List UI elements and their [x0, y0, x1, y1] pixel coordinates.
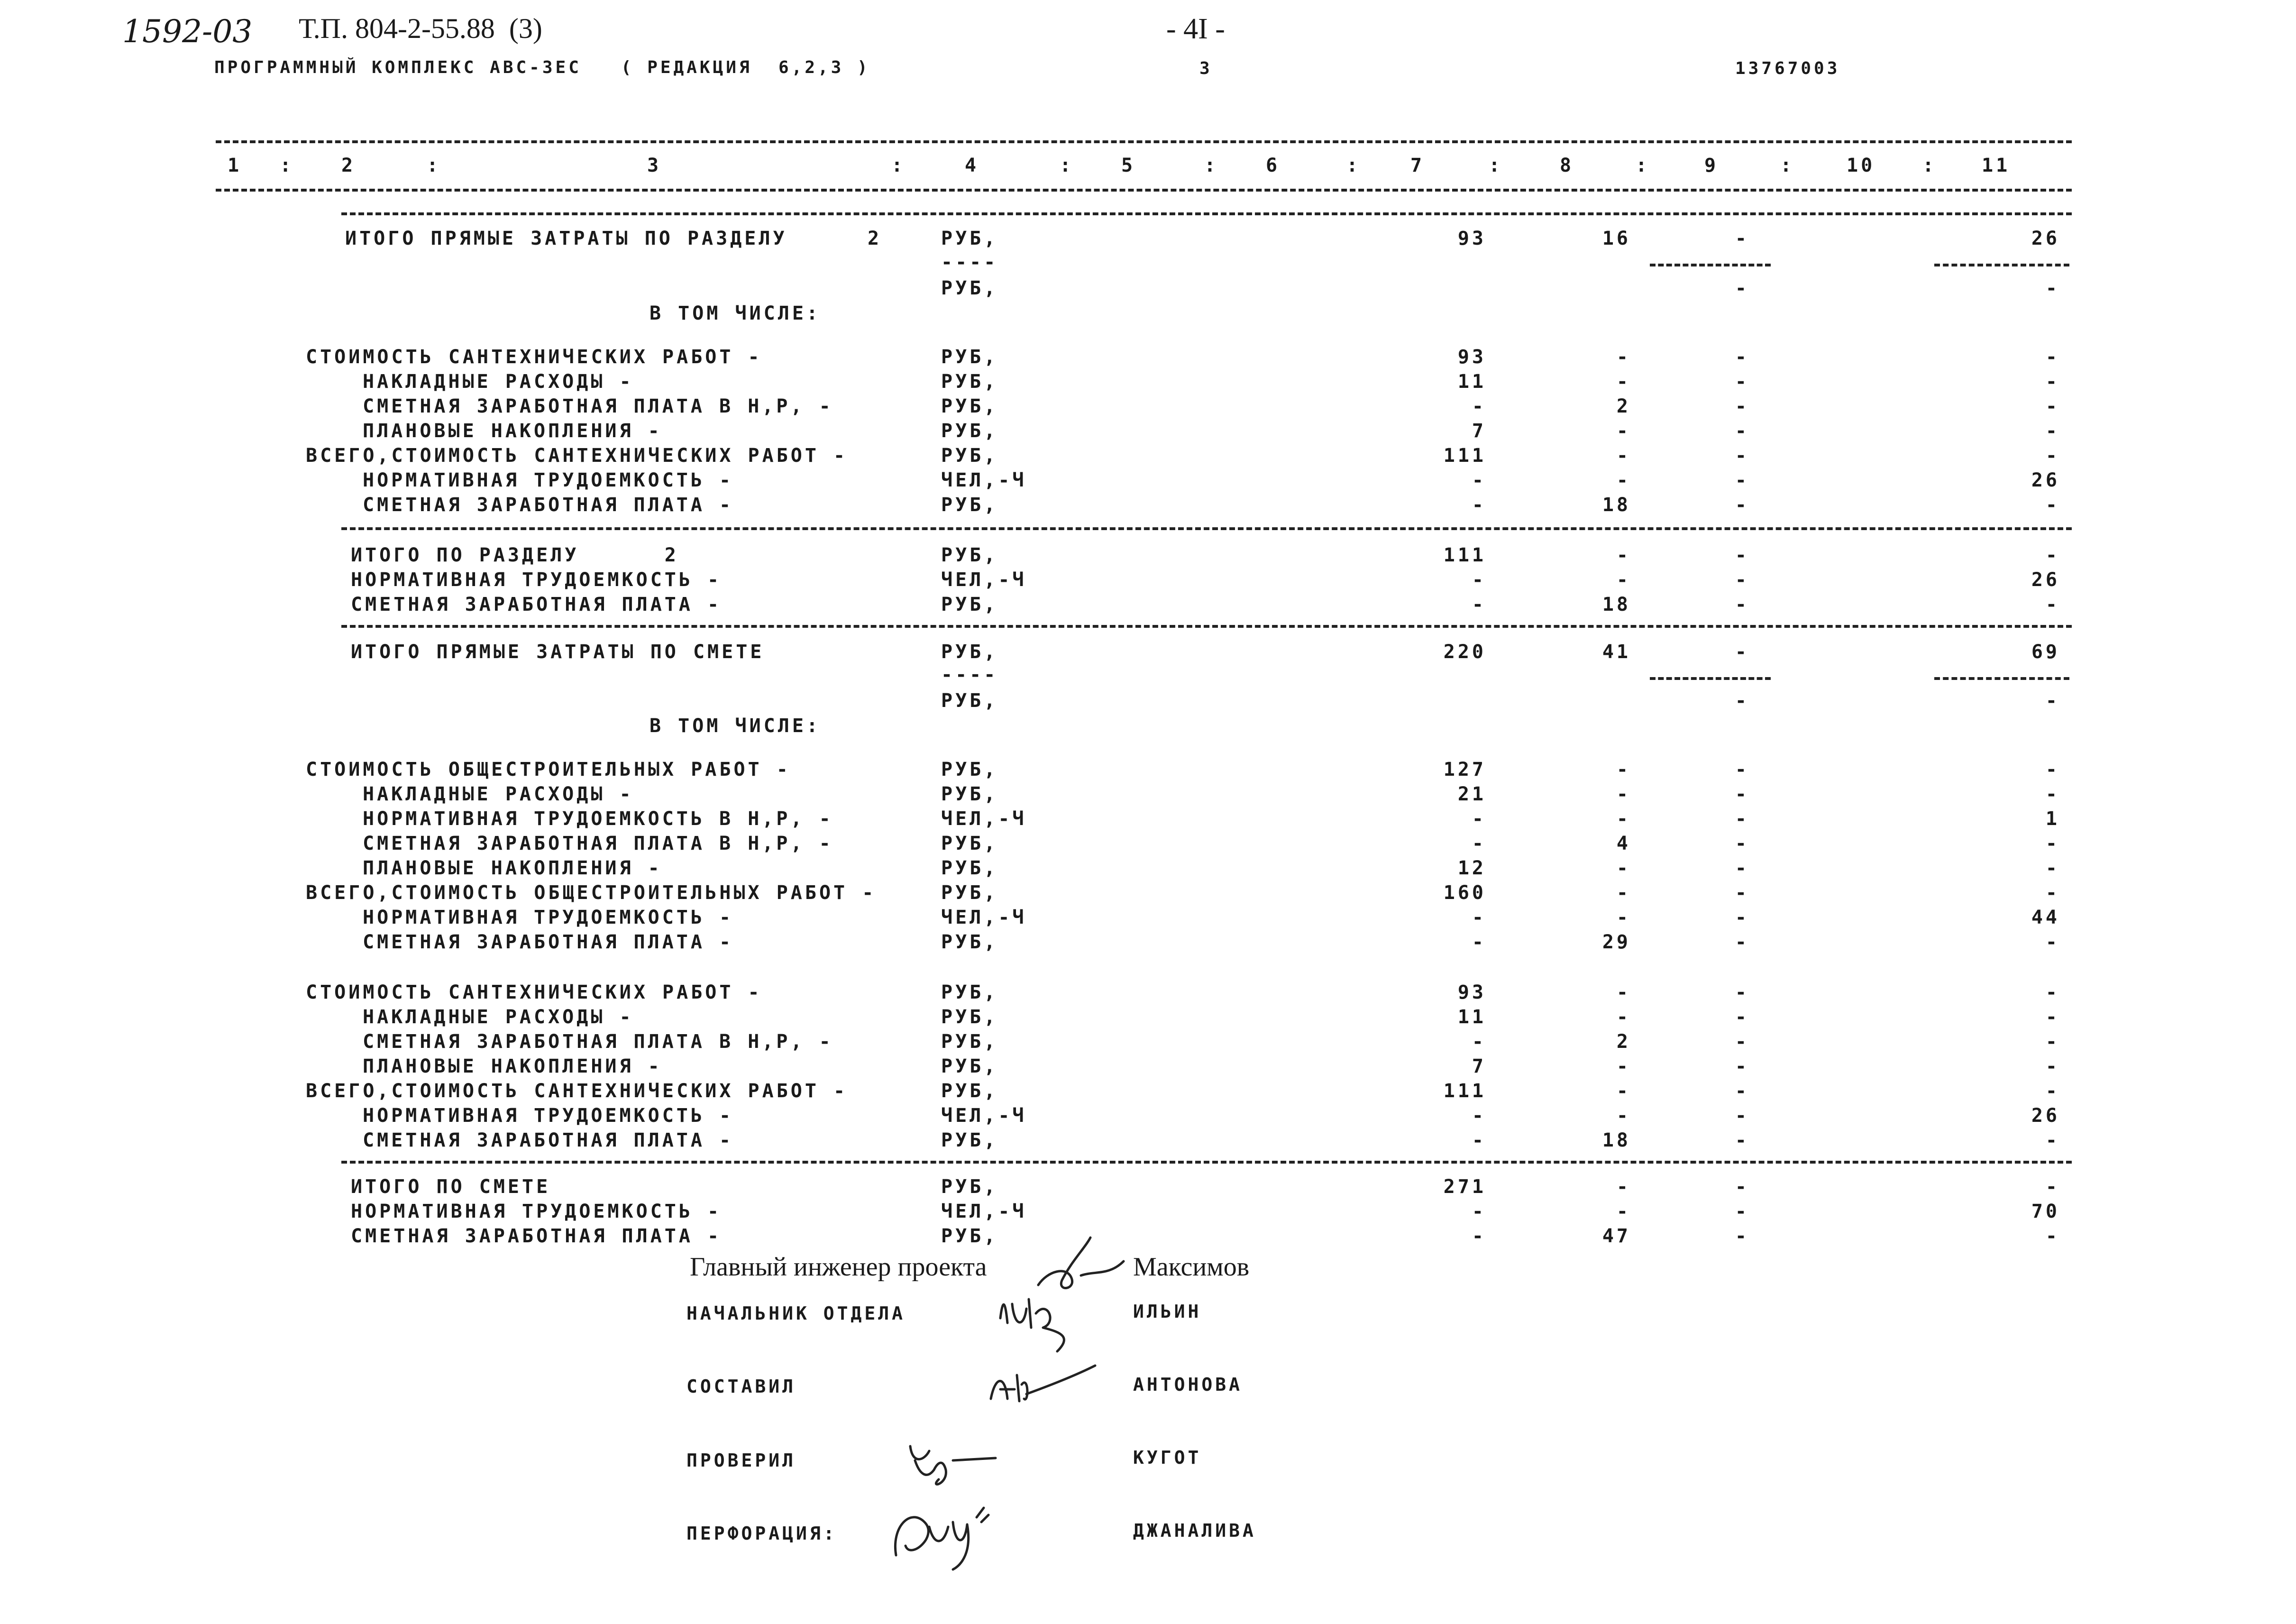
cell-column-8: -	[1616, 982, 1631, 1003]
cell-column-9: -	[1735, 1201, 1749, 1222]
row-label: ИТОГО ПО СМЕТЕ	[351, 1176, 551, 1198]
cell-column-9: -	[1735, 371, 1749, 393]
cell-column-9: -	[1735, 469, 1749, 491]
row-label: СМЕТНАЯ ЗАРАБОТНАЯ ПЛАТА -	[351, 1225, 722, 1247]
cell-column-11: 26	[2031, 569, 2060, 591]
cell-column-11: -	[2045, 1031, 2060, 1053]
cell-column-11: -	[2045, 1006, 2060, 1028]
department-head-name: ИЛЬИН	[1133, 1301, 1202, 1322]
column-number-1: 1	[228, 155, 242, 176]
checked-by-label: ПРОВЕРИЛ	[686, 1450, 796, 1471]
cell-column-9: -	[1735, 982, 1749, 1003]
estimate-direct-costs-unit2: РУБ,	[941, 690, 998, 712]
row-unit: РУБ,	[941, 759, 998, 780]
estimate-dash-col9	[1650, 677, 1771, 680]
section-total-rule	[341, 527, 2072, 530]
cell-column-8: -	[1616, 1055, 1631, 1077]
cell-column-9: -	[1735, 931, 1749, 953]
cell-column-11: -	[2045, 1176, 2060, 1198]
row-unit: РУБ,	[941, 982, 998, 1003]
section-direct-c11b: -	[2045, 277, 2060, 299]
cell-column-11: -	[2045, 1080, 2060, 1102]
row-unit: РУБ,	[941, 1031, 998, 1053]
cell-column-8: 18	[1602, 1129, 1631, 1151]
estimate-direct-c7: 220	[1443, 641, 1486, 663]
estimate-direct-c8: 41	[1602, 641, 1631, 663]
cell-column-9: -	[1735, 594, 1749, 615]
row-unit: РУБ,	[941, 833, 998, 854]
cell-column-11: -	[2045, 544, 2060, 566]
final-total-rule	[341, 1161, 2072, 1164]
cell-column-9: -	[1735, 1080, 1749, 1102]
row-label: СМЕТНАЯ ЗАРАБОТНАЯ ПЛАТА В Н,Р, -	[363, 833, 833, 854]
cell-column-9: -	[1735, 1105, 1749, 1127]
cell-column-11: -	[2045, 931, 2060, 953]
cell-column-9: -	[1735, 544, 1749, 566]
signature-perforation	[882, 1498, 1024, 1574]
section-direct-c9b: -	[1735, 277, 1749, 299]
estimate-dash-col11	[1934, 677, 2069, 680]
row-label: СМЕТНАЯ ЗАРАБОТНАЯ ПЛАТА -	[363, 494, 734, 516]
cell-column-9: -	[1735, 1176, 1749, 1198]
rule-1	[341, 212, 2072, 215]
cell-column-7: 21	[1457, 783, 1486, 805]
cell-column-11: 26	[2031, 469, 2060, 491]
section-number: 2	[868, 228, 882, 249]
cell-column-11: -	[2045, 759, 2060, 780]
column-number-3: 3	[647, 155, 662, 176]
column-separator: :	[1060, 155, 1074, 176]
cell-column-7: 7	[1472, 420, 1486, 442]
cell-column-11: -	[2045, 1129, 2060, 1151]
cell-column-7: -	[1472, 494, 1486, 516]
cell-column-9: -	[1735, 857, 1749, 879]
estimate-direct-c9b: -	[1735, 690, 1749, 712]
cell-column-9: -	[1735, 395, 1749, 417]
cell-column-9: -	[1735, 420, 1749, 442]
row-unit: РУБ,	[941, 1006, 998, 1028]
row-unit: РУБ,	[941, 395, 998, 417]
cell-column-11: -	[2045, 857, 2060, 879]
section-direct-costs-unit: РУБ,	[941, 228, 998, 249]
cell-column-8: -	[1616, 759, 1631, 780]
cell-column-9: -	[1735, 346, 1749, 368]
column-separator: :	[891, 155, 906, 176]
row-label: НОРМАТИВНАЯ ТРУДОЕМКОСТЬ -	[351, 569, 722, 591]
signature-checked-by	[901, 1432, 1015, 1494]
column-number-9: 9	[1704, 155, 1719, 176]
column-number-8: 8	[1560, 155, 1574, 176]
row-label: СТОИМОСТЬ САНТЕХНИЧЕСКИХ РАБОТ -	[306, 982, 762, 1003]
section-direct-c7: 93	[1457, 228, 1486, 249]
cell-column-7: 93	[1457, 982, 1486, 1003]
chief-engineer-name: Максимов	[1133, 1252, 1250, 1282]
table-head-rule	[216, 189, 2072, 192]
including-heading: В ТОМ ЧИСЛЕ:	[649, 303, 821, 324]
row-unit: РУБ,	[941, 544, 998, 566]
row-unit: РУБ,	[941, 857, 998, 879]
cell-column-11: -	[2045, 1225, 2060, 1247]
row-label: СМЕТНАЯ ЗАРАБОТНАЯ ПЛАТА В Н,Р, -	[363, 395, 833, 417]
cell-column-8: 29	[1602, 931, 1631, 953]
cell-column-8: -	[1616, 1105, 1631, 1127]
cell-column-8: -	[1616, 371, 1631, 393]
row-unit: РУБ,	[941, 1225, 998, 1247]
perforation-label: ПЕРФОРАЦИЯ:	[686, 1523, 837, 1544]
row-unit: ЧЕЛ,-Ч	[941, 808, 1027, 830]
row-label: ПЛАНОВЫЕ НАКОПЛЕНИЯ -	[363, 1055, 662, 1077]
row-label: НОРМАТИВНАЯ ТРУДОЕМКОСТЬ -	[363, 907, 734, 928]
column-separator: :	[1636, 155, 1650, 176]
cell-column-8: 18	[1602, 494, 1631, 516]
cell-column-7: -	[1472, 907, 1486, 928]
cell-column-9: -	[1735, 1055, 1749, 1077]
cell-column-7: -	[1472, 469, 1486, 491]
cell-column-8: -	[1616, 1176, 1631, 1198]
cell-column-8: -	[1616, 783, 1631, 805]
compiled-by-name: АНТОНОВА	[1133, 1374, 1243, 1395]
cell-column-8: -	[1616, 420, 1631, 442]
column-number-5: 5	[1121, 155, 1136, 176]
estimate-direct-costs-unit-dash: ----	[941, 664, 998, 686]
row-unit: РУБ,	[941, 783, 998, 805]
cell-column-8: 2	[1616, 1031, 1631, 1053]
compiled-by-label: СОСТАВИЛ	[686, 1376, 796, 1397]
perforation-name: ДЖАНАЛИВА	[1133, 1520, 1256, 1541]
cell-column-8: -	[1616, 346, 1631, 368]
section-direct-c11: 26	[2031, 228, 2060, 249]
cell-column-8: -	[1616, 544, 1631, 566]
row-unit: ЧЕЛ,-Ч	[941, 1105, 1027, 1127]
row-unit: РУБ,	[941, 494, 998, 516]
column-number-7: 7	[1410, 155, 1425, 176]
chief-engineer-label: Главный инженер проекта	[690, 1252, 987, 1282]
cell-column-11: 70	[2031, 1201, 2060, 1222]
cell-column-7: -	[1472, 1105, 1486, 1127]
column-separator: :	[1922, 155, 1937, 176]
row-label: СМЕТНАЯ ЗАРАБОТНАЯ ПЛАТА -	[363, 931, 734, 953]
row-label: СМЕТНАЯ ЗАРАБОТНАЯ ПЛАТА -	[363, 1129, 734, 1151]
row-label: НАКЛАДНЫЕ РАСХОДЫ -	[363, 371, 634, 393]
row-label: СТОИМОСТЬ САНТЕХНИЧЕСКИХ РАБОТ -	[306, 346, 762, 368]
row-label: НОРМАТИВНАЯ ТРУДОЕМКОСТЬ -	[363, 469, 734, 491]
row-label: ИТОГО ПО РАЗДЕЛУ 2	[351, 544, 679, 566]
row-label: НОРМАТИВНАЯ ТРУДОЕМКОСТЬ В Н,Р, -	[363, 808, 833, 830]
cell-column-7: 111	[1443, 445, 1486, 467]
row-unit: РУБ,	[941, 882, 998, 904]
cell-column-7: 7	[1472, 1055, 1486, 1077]
department-head-label: НАЧАЛЬНИК ОТДЕЛА	[686, 1303, 906, 1324]
cell-column-8: 4	[1616, 833, 1631, 854]
row-unit: ЧЕЛ,-Ч	[941, 1201, 1027, 1222]
cell-column-9: -	[1735, 808, 1749, 830]
cell-column-11: -	[2045, 594, 2060, 615]
estimate-direct-c11: 69	[2031, 641, 2060, 663]
cell-column-8: -	[1616, 1080, 1631, 1102]
section-direct-c8: 16	[1602, 228, 1631, 249]
cell-column-7: 12	[1457, 857, 1486, 879]
cell-column-8: -	[1616, 857, 1631, 879]
cell-column-8: 18	[1602, 594, 1631, 615]
section-direct-c9: -	[1735, 228, 1749, 249]
cell-column-7: -	[1472, 833, 1486, 854]
estimate-direct-c9: -	[1735, 641, 1749, 663]
signature-compiled-by	[981, 1356, 1105, 1413]
cell-column-11: -	[2045, 982, 2060, 1003]
document-id: 13767003	[1735, 59, 1840, 78]
cell-column-7: 11	[1457, 1006, 1486, 1028]
cell-column-7: 11	[1457, 371, 1486, 393]
estimate-direct-costs-label: ИТОГО ПРЯМЫЕ ЗАТРАТЫ ПО СМЕТЕ	[351, 641, 765, 663]
row-label: НАКЛАДНЫЕ РАСХОДЫ -	[363, 783, 634, 805]
row-label: ВСЕГО,СТОИМОСТЬ САНТЕХНИЧЕСКИХ РАБОТ -	[306, 1080, 848, 1102]
estimate-direct-costs-unit: РУБ,	[941, 641, 998, 663]
cell-column-8: -	[1616, 445, 1631, 467]
project-code: Т.П. 804-2-55.88 (3)	[299, 13, 542, 44]
cell-column-11: -	[2045, 494, 2060, 516]
cell-column-11: -	[2045, 445, 2060, 467]
row-unit: РУБ,	[941, 346, 998, 368]
column-separator: :	[427, 155, 441, 176]
cell-column-7: -	[1472, 931, 1486, 953]
estimate-direct-c11b: -	[2045, 690, 2060, 712]
row-label: НОРМАТИВНАЯ ТРУДОЕМКОСТЬ -	[351, 1201, 722, 1222]
cell-column-7: -	[1472, 1201, 1486, 1222]
section-direct-costs-unit-dash: ----	[941, 251, 998, 273]
cell-column-9: -	[1735, 759, 1749, 780]
row-label: СТОИМОСТЬ ОБЩЕСТРОИТЕЛЬНЫХ РАБОТ -	[306, 759, 791, 780]
cell-column-7: -	[1472, 395, 1486, 417]
subtotal-dash-col9	[1650, 264, 1771, 266]
cell-column-7: 111	[1443, 544, 1486, 566]
row-label: ПЛАНОВЫЕ НАКОПЛЕНИЯ -	[363, 420, 662, 442]
cell-column-8: 2	[1616, 395, 1631, 417]
cell-column-8: 47	[1602, 1225, 1631, 1247]
row-label: ПЛАНОВЫЕ НАКОПЛЕНИЯ -	[363, 857, 662, 879]
row-unit: ЧЕЛ,-Ч	[941, 469, 1027, 491]
cell-column-11: -	[2045, 882, 2060, 904]
table-top-rule	[216, 140, 2072, 143]
cell-column-11: 1	[2045, 808, 2060, 830]
estimate-including-heading: В ТОМ ЧИСЛЕ:	[649, 715, 821, 737]
subtotal-dash-col11	[1934, 264, 2069, 266]
cell-column-9: -	[1735, 494, 1749, 516]
signature-department-head	[991, 1280, 1105, 1356]
page-number: - 4I -	[1166, 13, 1225, 45]
cell-column-11: 44	[2031, 907, 2060, 928]
column-number-2: 2	[341, 155, 356, 176]
row-unit: РУБ,	[941, 1080, 998, 1102]
cell-column-7: 93	[1457, 346, 1486, 368]
sheet-number: 3	[1199, 59, 1213, 78]
row-label: НАКЛАДНЫЕ РАСХОДЫ -	[363, 1006, 634, 1028]
cell-column-8: -	[1616, 882, 1631, 904]
cell-column-7: -	[1472, 569, 1486, 591]
cell-column-7: 160	[1443, 882, 1486, 904]
cell-column-11: -	[2045, 395, 2060, 417]
section-direct-costs-unit2: РУБ,	[941, 277, 998, 299]
checked-by-name: КУГОТ	[1133, 1447, 1202, 1468]
cell-column-8: -	[1616, 1006, 1631, 1028]
cell-column-8: -	[1616, 569, 1631, 591]
cell-column-11: -	[2045, 783, 2060, 805]
cell-column-9: -	[1735, 882, 1749, 904]
cell-column-7: -	[1472, 594, 1486, 615]
cell-column-7: -	[1472, 808, 1486, 830]
column-number-4: 4	[965, 155, 979, 176]
row-unit: РУБ,	[941, 1176, 998, 1198]
row-label: ВСЕГО,СТОИМОСТЬ ОБЩЕСТРОИТЕЛЬНЫХ РАБОТ -	[306, 882, 877, 904]
cell-column-11: 26	[2031, 1105, 2060, 1127]
row-unit: РУБ,	[941, 931, 998, 953]
row-unit: РУБ,	[941, 371, 998, 393]
cell-column-7: -	[1472, 1225, 1486, 1247]
cell-column-9: -	[1735, 907, 1749, 928]
row-label: ВСЕГО,СТОИМОСТЬ САНТЕХНИЧЕСКИХ РАБОТ -	[306, 445, 848, 467]
handwritten-archive-code: 1592-03	[122, 13, 253, 50]
cell-column-11: -	[2045, 1055, 2060, 1077]
cell-column-9: -	[1735, 783, 1749, 805]
cell-column-9: -	[1735, 1006, 1749, 1028]
row-unit: РУБ,	[941, 1055, 998, 1077]
cell-column-11: -	[2045, 420, 2060, 442]
cell-column-8: -	[1616, 907, 1631, 928]
cell-column-8: -	[1616, 469, 1631, 491]
cell-column-9: -	[1735, 445, 1749, 467]
row-unit: ЧЕЛ,-Ч	[941, 907, 1027, 928]
column-separator: :	[1489, 155, 1503, 176]
program-line: ПРОГРАММНЫЙ КОМПЛЕКС АВС-3ЕС ( РЕДАКЦИЯ 6,2,3 )	[214, 58, 870, 77]
cell-column-7: 271	[1443, 1176, 1486, 1198]
cell-column-9: -	[1735, 1129, 1749, 1151]
column-separator: :	[1780, 155, 1795, 176]
column-separator: :	[1204, 155, 1219, 176]
cell-column-9: -	[1735, 569, 1749, 591]
cell-column-8: -	[1616, 808, 1631, 830]
cell-column-11: -	[2045, 833, 2060, 854]
column-number-10: 10	[1847, 155, 1875, 176]
row-unit: РУБ,	[941, 594, 998, 615]
column-separator: :	[280, 155, 294, 176]
row-unit: ЧЕЛ,-Ч	[941, 569, 1027, 591]
cell-column-7: -	[1472, 1031, 1486, 1053]
cell-column-9: -	[1735, 1225, 1749, 1247]
cell-column-7: 127	[1443, 759, 1486, 780]
row-label: СМЕТНАЯ ЗАРАБОТНАЯ ПЛАТА -	[351, 594, 722, 615]
row-unit: РУБ,	[941, 445, 998, 467]
estimate-rule	[341, 625, 2072, 628]
row-unit: РУБ,	[941, 420, 998, 442]
row-unit: РУБ,	[941, 1129, 998, 1151]
cell-column-7: -	[1472, 1129, 1486, 1151]
column-number-11: 11	[1982, 155, 2011, 176]
cell-column-9: -	[1735, 1031, 1749, 1053]
cell-column-11: -	[2045, 371, 2060, 393]
cell-column-8: -	[1616, 1201, 1631, 1222]
row-label: НОРМАТИВНАЯ ТРУДОЕМКОСТЬ -	[363, 1105, 734, 1127]
row-label: СМЕТНАЯ ЗАРАБОТНАЯ ПЛАТА В Н,Р, -	[363, 1031, 833, 1053]
cell-column-11: -	[2045, 346, 2060, 368]
cell-column-9: -	[1735, 833, 1749, 854]
column-separator: :	[1346, 155, 1361, 176]
cell-column-7: 111	[1443, 1080, 1486, 1102]
column-number-6: 6	[1266, 155, 1281, 176]
section-direct-costs-label: ИТОГО ПРЯМЫЕ ЗАТРАТЫ ПО РАЗДЕЛУ	[345, 228, 787, 249]
